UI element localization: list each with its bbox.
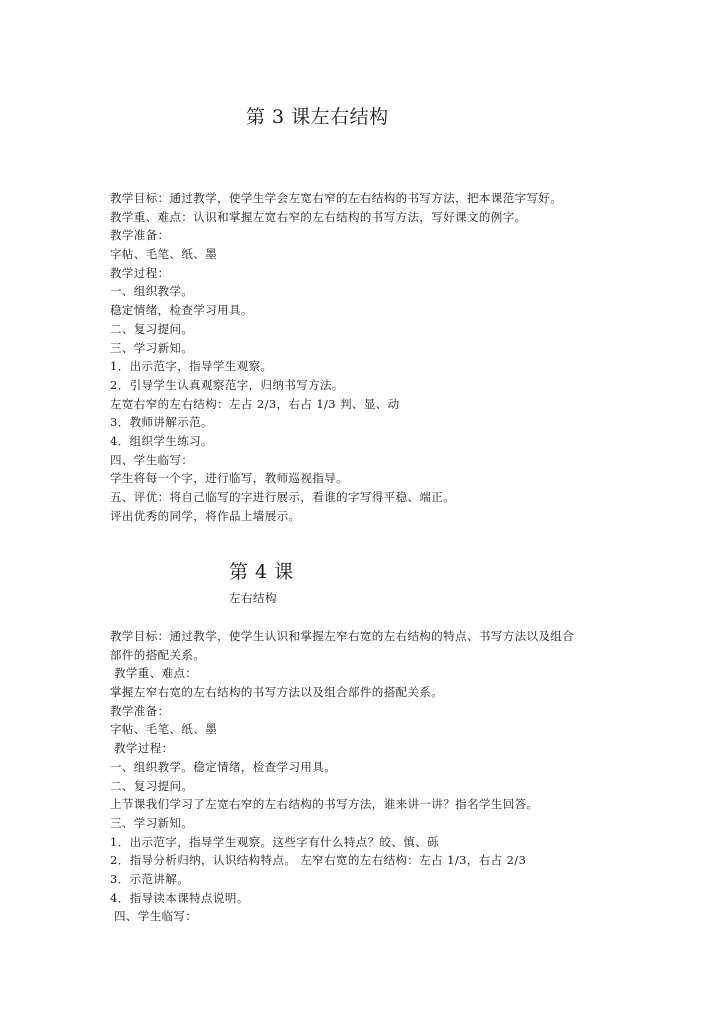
text-line: 字帖、毛笔、纸、墨 [110, 247, 218, 262]
text-line: 教学过程： [114, 741, 174, 756]
text-line: 教学过程： [110, 265, 170, 280]
text-line: 3．教师讲解示范。 [110, 415, 213, 430]
text-line: 二、复习提问。 [110, 321, 194, 336]
text-line: 稳定情绪，检查学习用具。 [110, 303, 253, 318]
text-line: 教学准备： [110, 703, 170, 718]
text-line: 掌握左窄右宽的左右结构的书写方法以及组合部件的搭配关系。 [110, 685, 444, 700]
text-line: 教学目标：通过教学，使学生学会左宽右窄的左右结构的书写方法，把本课范字写好。 [110, 191, 563, 205]
lesson-4-title: 第 4 课 [229, 561, 294, 583]
text-line: 2．引导学生认真观察范字，归纳书写方法。 [110, 377, 344, 392]
text-line: 四、学生临写： [114, 909, 198, 924]
text-line: 学生将每一个字，进行临写，教师巡视指导。 [110, 471, 348, 486]
text-line: 五、评优：将自己临写的字进行展示，看谁的字写得平稳、端正。 [110, 490, 456, 504]
lesson-4-subtitle: 左右结构 [229, 591, 277, 605]
text-line: 字帖、毛笔、纸、墨 [110, 722, 218, 737]
text-line: 1．出示范字，指导学生观察。这些字有什么特点？皎、慎、砾 [110, 834, 440, 849]
text-line: 四、学生临写： [110, 452, 194, 467]
text-line: 一、组织教学。稳定情绪，检查学习用具。 [110, 759, 337, 774]
text-line: 教学目标：通过教学，使学生认识和掌握左窄右宽的左右结构的特点、书写方法以及组合 [110, 629, 575, 643]
text-line: 部件的搭配关系。 [110, 647, 206, 662]
text-line: 评出优秀的同学，将作品上墙展示。 [110, 508, 301, 523]
lesson-3-body [110, 189, 630, 525]
text-line: 2．指导分析归纳，认识结构特点。 左窄右宽的左右结构：左占 1/3，右占 2/3 [110, 853, 527, 868]
text-line: 教学重、难点：认识和掌握左宽右窄的左右结构的书写方法，写好课文的例字。 [110, 209, 527, 224]
text-line: 二、复习提问。 [110, 778, 194, 793]
text-line: 教学准备： [110, 228, 170, 243]
text-line: 上节课我们学习了左宽右窄的左右结构的书写方法，谁来讲一讲？指名学生回答。 [110, 797, 539, 812]
text-line: 左宽右窄的左右结构：左占 2/3，右占 1/3 判、显、动 [110, 396, 400, 411]
text-line: 3．示范讲解。 [110, 871, 190, 886]
text-line: 三、学习新知。 [110, 815, 194, 830]
text-line: 4．组织学生练习。 [110, 433, 213, 448]
lesson-4-body [110, 627, 630, 926]
text-line: 1．出示范字，指导学生观察。 [110, 359, 273, 374]
text-line: 4．指导读本课特点说明。 [110, 890, 249, 905]
text-line: 一、组织教学。 [110, 284, 194, 299]
lesson-3-title: 第 3 课左右结构 [246, 106, 389, 128]
text-line: 三、学习新知。 [110, 340, 194, 355]
text-line: 教学重、难点： [114, 666, 198, 681]
